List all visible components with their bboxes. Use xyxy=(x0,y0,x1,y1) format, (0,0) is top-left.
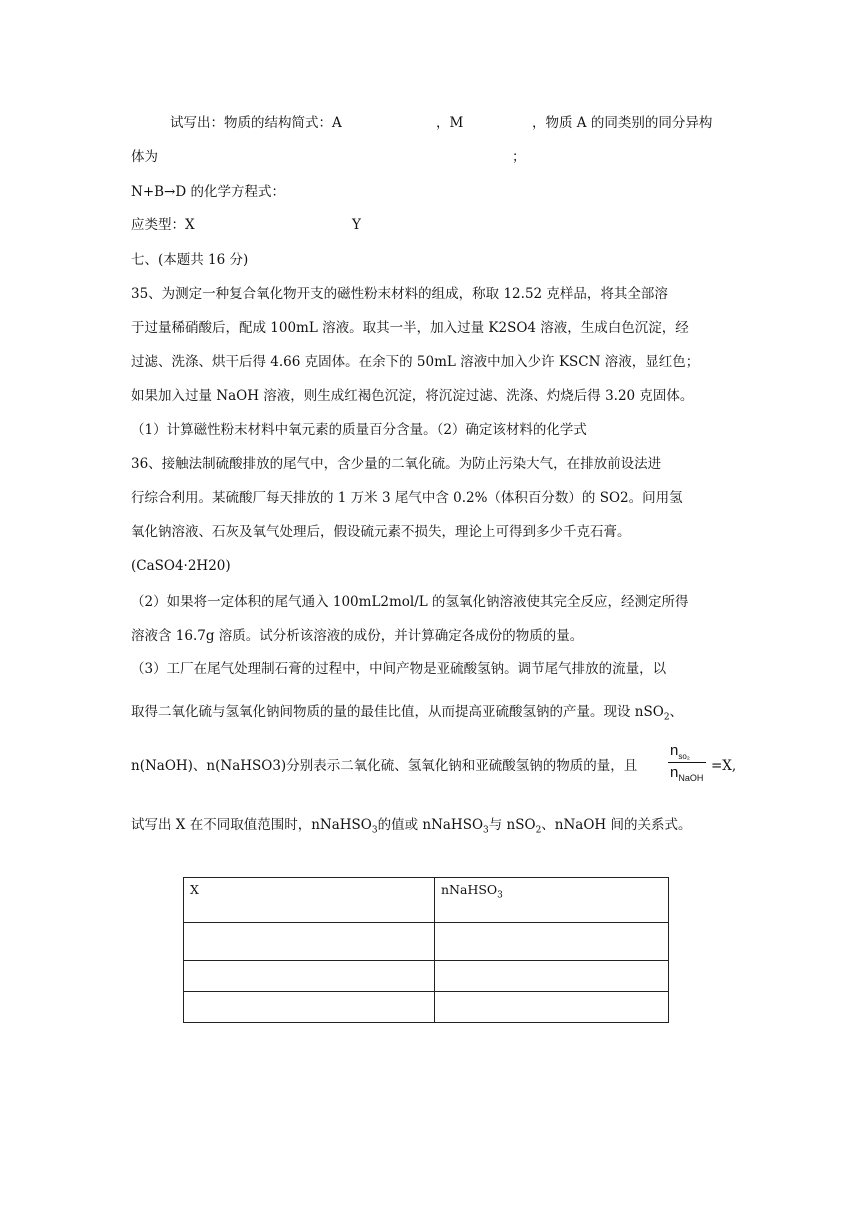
q36-part2-line-1: （2）如果将一定体积的尾气通入 100mL2mol/L 的氢氧化钠溶液使其完全反应，经测定所得 xyxy=(131,594,689,610)
table-cell[interactable] xyxy=(435,992,669,1023)
q36-part2-line-2: 溶液含 16.7g 溶质。试分析该溶液的成份，并计算确定各成份的物质的量。 xyxy=(131,628,584,644)
line-structure-a: 试写出：物质的结构简式：A xyxy=(170,115,342,131)
q36-part3-line-4: 试写出 X 在不同取值范围时，nNaHSO$_3$的值或 nNaHSO$_3$与 nSO$_2$、nNaOH 间的关系式。 xyxy=(131,817,692,836)
table-cell[interactable] xyxy=(435,923,669,961)
line-structure-m: ，M xyxy=(436,115,464,131)
ratio-fraction xyxy=(664,742,710,790)
table-cell[interactable] xyxy=(184,992,435,1023)
q36-part3-line-1: （3）工厂在尾气处理制石膏的过程中，中间产物是亚硫酸氢钠。调节尾气排放的流量，以 xyxy=(131,661,667,677)
q35-line-5: （1）计算磁性粉末材料中氧元素的质量百分含量。（2）确定该材料的化学式 xyxy=(131,422,587,438)
fraction-bar xyxy=(668,762,706,763)
equation-prompt: N+B→D 的化学方程式： xyxy=(131,184,285,200)
line-isomer: ，物质 A 的同类别的同分异构 xyxy=(532,115,713,131)
fraction-equals: =X, xyxy=(711,758,737,774)
table-cell[interactable] xyxy=(435,961,669,992)
q36-part3-line-2: 取得二氧化硫与氢氧化钠间物质的量的最佳比值，从而提高亚硫酸氢钠的产量。现设 nSO$_2$、 xyxy=(131,704,684,723)
q35-line-4: 如果加入过量 NaOH 溶液，则生成红褐色沉淀，将沉淀过滤、洗涤、灼烧后得 3.20 克固体。 xyxy=(131,388,694,404)
q35-line-3: 过滤、洗涤、烘干后得 4.66 克固体。在余下的 50mL 溶液中加入少许 KSCN 溶液，显红色； xyxy=(131,354,700,370)
table-row xyxy=(184,923,669,961)
line-semicolon: ； xyxy=(512,149,526,165)
table-row xyxy=(184,992,669,1023)
table-header-row xyxy=(184,878,669,923)
reaction-type-x: 应类型：X xyxy=(131,217,195,233)
table-cell[interactable] xyxy=(184,961,435,992)
q35-line-2: 于过量稀硝酸后，配成 100mL 溶液。取其一半，加入过量 K2SO4 溶液，生成白色沉淀，经 xyxy=(131,320,689,336)
q36-line-4: (CaSO4·2H20) xyxy=(131,558,231,574)
q36-line-3: 氧化钠溶液、石灰及氧气处理后，假设硫元素不损失，理论上可得到多少千克石膏。 xyxy=(131,524,631,540)
line-isomer-cont: 体为 xyxy=(131,149,158,165)
table-row xyxy=(184,961,669,992)
q36-line-1: 36、接触法制硫酸排放的尾气中，含少量的二氧化硫。为防止污染大气，在排放前设法进 xyxy=(131,456,662,472)
section-heading: 七、(本题共 16 分) xyxy=(131,252,249,268)
q35-line-1: 35、为测定一种复合氧化物开支的磁性粉末材料的组成，称取 12.52 克样品，将其全部溶 xyxy=(131,286,668,302)
fraction-denominator: $n_{NaOH}$ xyxy=(670,764,704,783)
q36-part3-line-3: n(NaOH)、n(NaHSO3)分别表示二氧化硫、氢氧化钠和亚硫酸氢钠的物质的量，且 xyxy=(131,758,638,774)
q36-line-2: 行综合利用。某硫酸厂每天排放的 1 万米 3 尾气中含 0.2%（体积百分数）的 SO2。问用氢 xyxy=(131,490,683,506)
fraction-numerator: $n_{so_2}$ xyxy=(670,742,690,761)
table-header-nnahso3: nNaHSO$_3$ xyxy=(435,878,669,923)
table-cell[interactable] xyxy=(184,923,435,961)
reaction-type-y: Y xyxy=(352,217,361,233)
answer-table xyxy=(183,877,669,1023)
table-header-x: X xyxy=(184,878,435,923)
